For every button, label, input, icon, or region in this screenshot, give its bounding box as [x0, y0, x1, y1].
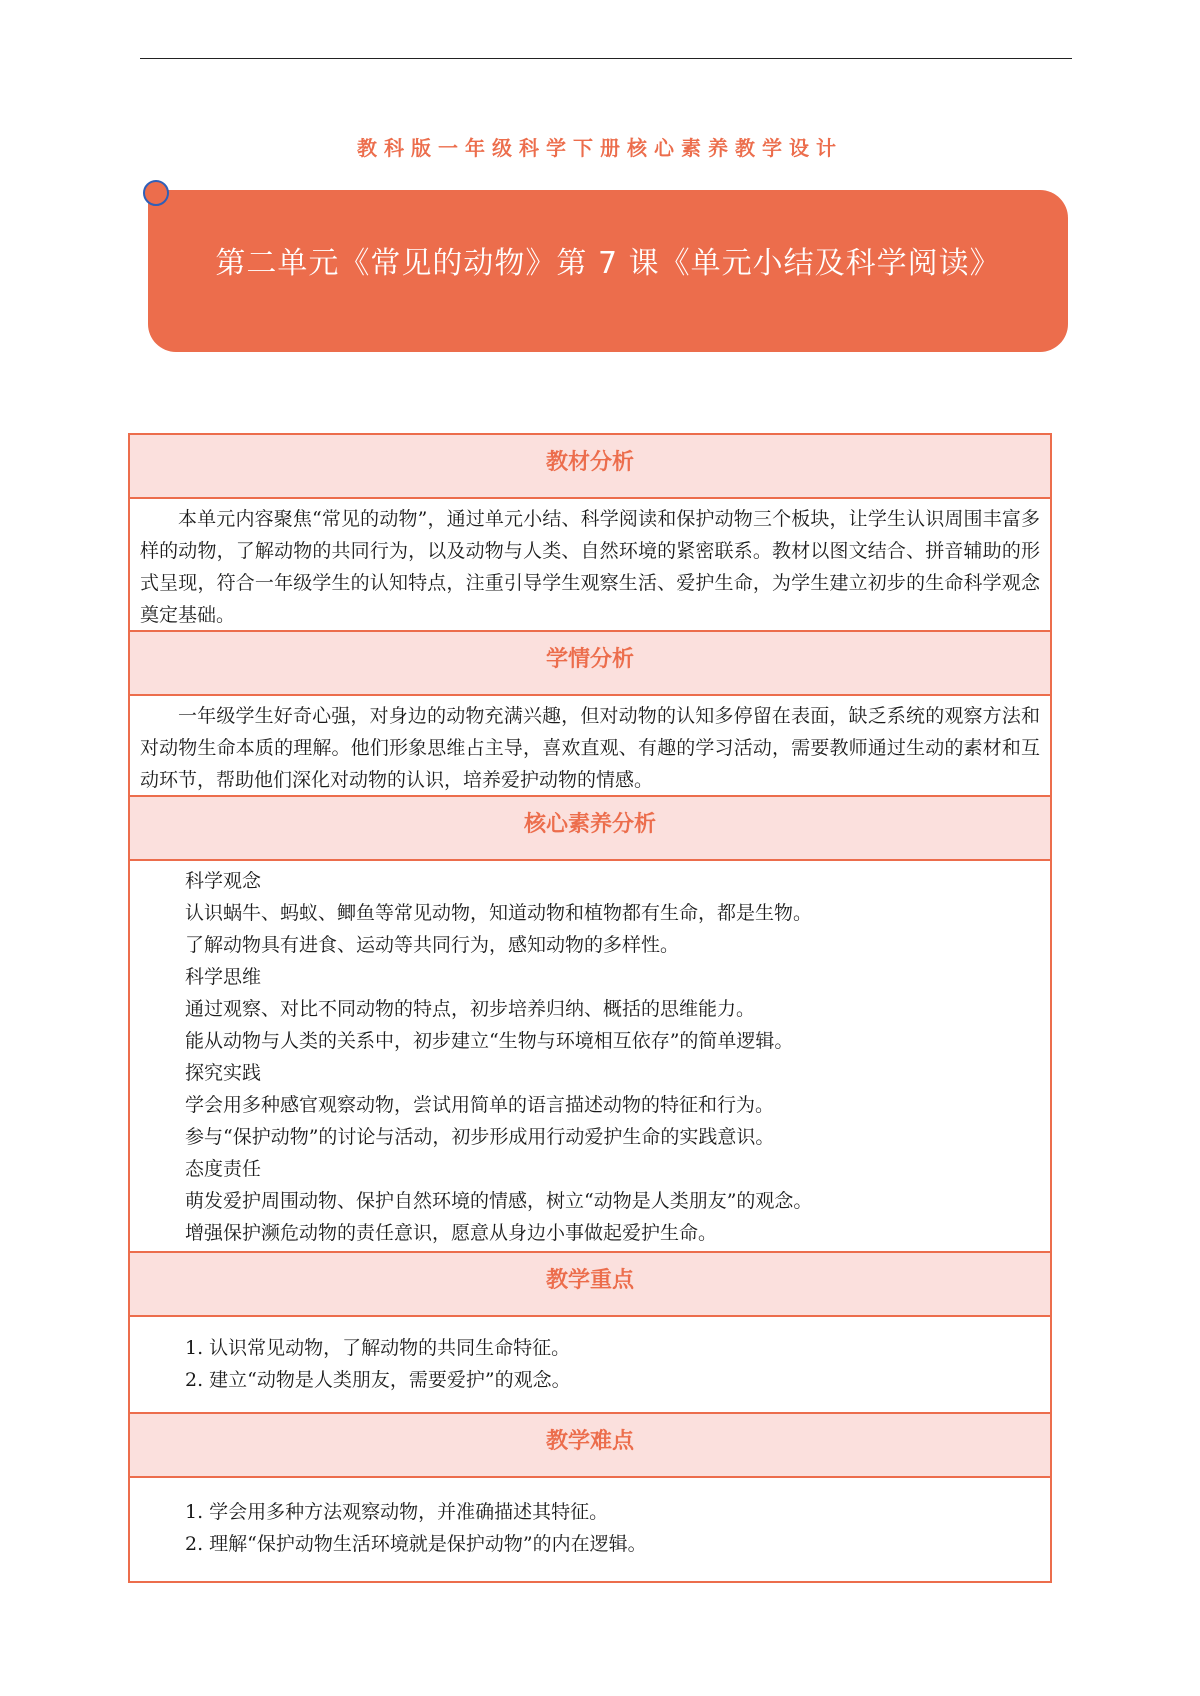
document-subtitle: 教科版一年级科学下册核心素养教学设计 [357, 136, 843, 160]
section-title: 教材分析 [545, 450, 634, 475]
section-paragraph: 本单元内容聚焦“常见的动物”，通过单元小结、科学阅读和保护动物三个板块，让学生认识周围丰富多样的动物，了解动物的共同行为，以及动物与人类、自然环境的紧密联系。教材以图文结合、拼音辅助的形式呈现，符合一年级学生的认知特点，注重引导学生观察生活、爱护生命，为学生建立初步的生命科学观念奠定基础。 [140, 508, 1040, 626]
list-item: 探究实践 [185, 1062, 262, 1084]
list-item: 萌发爱护周围动物、保护自然环境的情感，树立“动物是人类朋友”的观念。 [185, 1190, 813, 1212]
section-header-textbook-analysis [130, 435, 1050, 499]
list-item: 2. 理解“保护动物生活环境就是保护动物”的内在逻辑。 [185, 1533, 647, 1555]
section-header-teaching-difficulty [130, 1414, 1050, 1478]
section-paragraph: 一年级学生好奇心强，对身边的动物充满兴趣，但对动物的认知多停留在表面，缺乏系统的观察方法和对动物生命本质的理解。他们形象思维占主导，喜欢直观、有趣的学习活动，需要教师通过生动的素材和互动环节，帮助他们深化对动物的认识，培养爱护动物的情感。 [140, 705, 1040, 791]
list-item: 科学思维 [185, 966, 262, 988]
list-item: 2. 建立“动物是人类朋友，需要爱护”的观念。 [185, 1369, 571, 1391]
list-item: 认识蜗牛、蚂蚁、鲫鱼等常见动物，知道动物和植物都有生命，都是生物。 [185, 902, 813, 924]
list-item: 参与“保护动物”的讨论与活动，初步形成用行动爱护生命的实践意识。 [185, 1126, 775, 1148]
section-body-teaching-focus [130, 1317, 1050, 1414]
list-item: 1. 学会用多种方法观察动物，并准确描述其特征。 [185, 1501, 609, 1523]
top-rule [140, 58, 1072, 59]
section-title: 教学难点 [545, 1429, 634, 1454]
section-title: 学情分析 [545, 647, 634, 672]
section-header-teaching-focus [130, 1253, 1050, 1317]
section-body-student-analysis [130, 696, 1050, 797]
lesson-title: 第二单元《常见的动物》第 7 课《单元小结及科学阅读》 [215, 246, 1001, 281]
list-item: 增强保护濒危动物的责任意识，愿意从身边小事做起爱护生命。 [185, 1222, 718, 1244]
list-item: 能从动物与人类的关系中，初步建立“生物与环境相互依存”的简单逻辑。 [185, 1030, 794, 1052]
lesson-design-table [128, 433, 1052, 1583]
list-item: 了解动物具有进食、运动等共同行为，感知动物的多样性。 [185, 934, 680, 956]
banner-dot-decoration [143, 180, 169, 206]
section-title: 教学重点 [545, 1268, 634, 1293]
section-header-student-analysis [130, 632, 1050, 696]
section-body-teaching-difficulty [130, 1478, 1050, 1581]
section-body-core-literacy [130, 861, 1050, 1253]
section-title: 核心素养分析 [523, 812, 656, 837]
list-item: 通过观察、对比不同动物的特点，初步培养归纳、概括的思维能力。 [185, 998, 756, 1020]
lesson-title-banner [148, 190, 1068, 352]
list-item: 科学观念 [185, 870, 262, 892]
section-header-core-literacy [130, 797, 1050, 861]
list-item: 态度责任 [185, 1158, 262, 1180]
list-item: 1. 认识常见动物，了解动物的共同生命特征。 [185, 1337, 571, 1359]
section-body-textbook-analysis [130, 499, 1050, 632]
list-item: 学会用多种感官观察动物，尝试用简单的语言描述动物的特征和行为。 [185, 1094, 775, 1116]
